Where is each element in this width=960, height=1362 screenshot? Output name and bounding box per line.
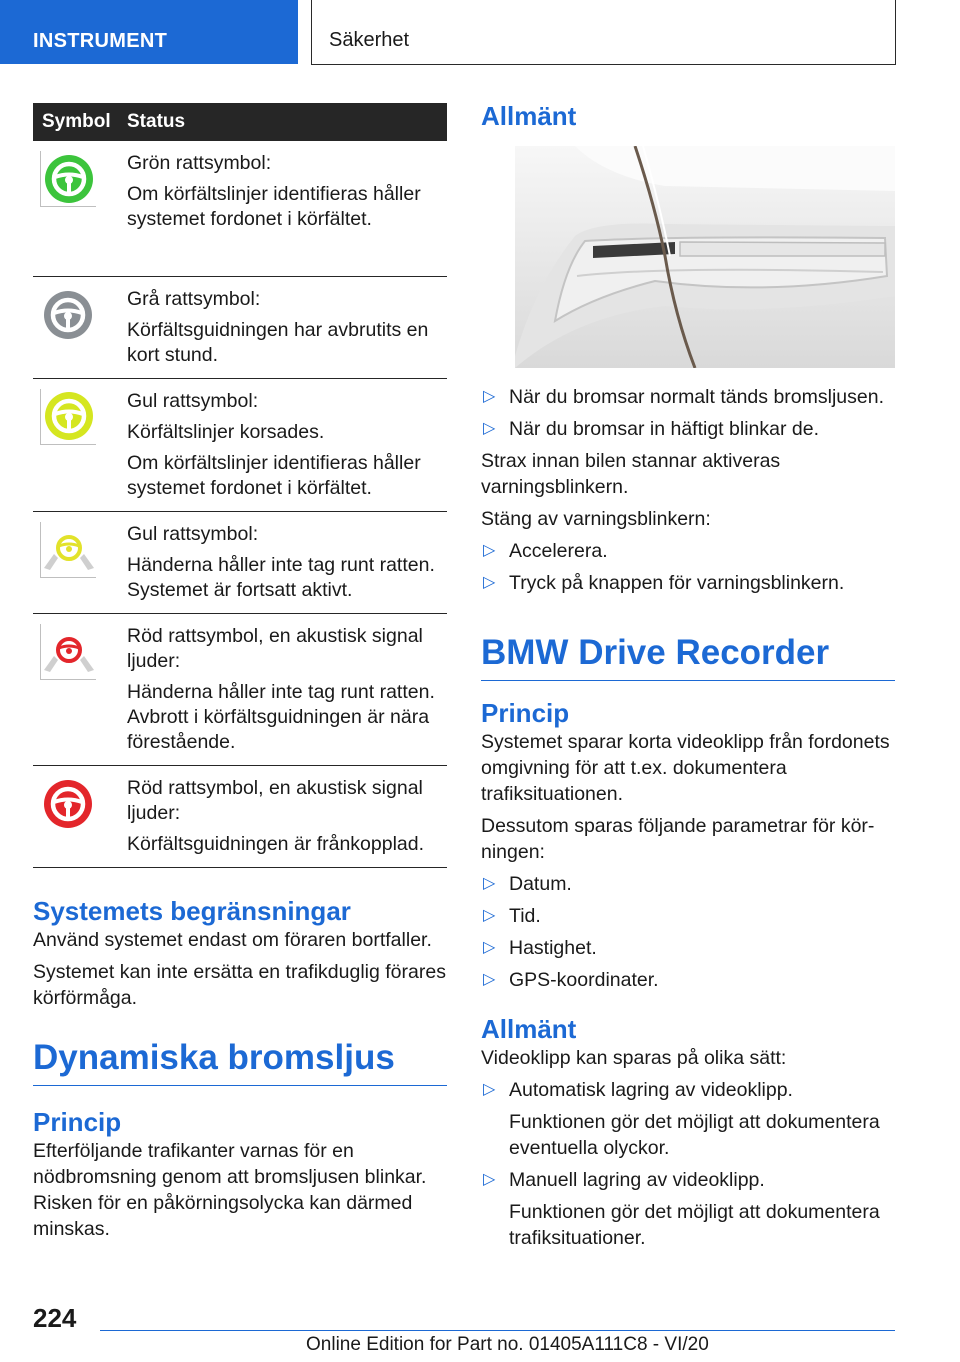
triangle-bullet-icon: ▷ [483, 907, 496, 924]
recorder-principle-heading: Princip [481, 698, 570, 728]
status-line: Grå rattsymbol: [127, 287, 261, 310]
triangle-bullet-icon: ▷ [483, 388, 496, 405]
brake-paragraph: Stäng av varningsblinkern: [481, 508, 711, 530]
col-symbol-header: Symbol [33, 103, 127, 141]
footer-divider [100, 1330, 895, 1331]
triangle-bullet-icon: ▷ [483, 1171, 496, 1188]
brake-general-heading: Allmänt [481, 101, 577, 131]
status-line: Gul rattsymbol: [127, 389, 259, 412]
brake-light-photo [515, 146, 895, 368]
list-item: ▷ Hastighet. [483, 937, 597, 959]
drive-recorder-title: BMW Drive Recorder [481, 632, 895, 681]
status-line: Händerna håller inte tag runt ratten. Avbrott i körfältsguidningen är nära förestående. [127, 680, 435, 753]
right-column [481, 100, 895, 1257]
table-row [33, 511, 447, 613]
triangle-bullet-icon: ▷ [483, 971, 496, 988]
brake-principle-heading: Princip [33, 1106, 122, 1137]
list-item: ▷ Accelerera. [483, 540, 608, 562]
left-column [33, 103, 447, 1248]
brake-paragraph: Strax innan bilen stannar aktiveras varningsblinkern. [481, 450, 781, 498]
list-item: ▷ Tryck på knappen för varningsblinkern. [483, 572, 845, 594]
table-row [33, 276, 447, 378]
table-row [33, 141, 447, 276]
limits-paragraph: Systemet kan inte ersätta en trafikduglig förares körförmåga. [33, 960, 446, 1009]
triangle-bullet-icon: ▷ [483, 875, 496, 892]
recorder-paragraph: Dessutom sparas följande parametrar för körningen: [481, 815, 875, 863]
status-line: Röd rattsymbol, en akustisk signal ljuder: [127, 776, 423, 824]
list-item: ▷ Tid. [483, 905, 541, 927]
red-hands-off-wheel-icon [40, 624, 96, 680]
list-item: ▷ Manuell lagring av videoklipp. Funktionen gör det möjligt att dokumentera trafiksituationer. [481, 1167, 895, 1251]
list-item: ▷ När du bromsar normalt tänds bromsljusen. [483, 386, 884, 408]
status-line: Röd rattsymbol, en akustisk signal ljuder: [127, 624, 423, 672]
yellow-steering-wheel-icon [40, 389, 96, 445]
page-number: 224 [33, 1303, 77, 1333]
col-status-header: Status [127, 103, 447, 141]
recorder-paragraph: Systemet sparar korta videoklipp från fordonets omgivning för att t.ex. dokumentera trafiksituationen. [481, 731, 890, 805]
section-title: INSTRUMENT [33, 30, 168, 52]
recorder-general-heading: Allmänt [481, 1014, 577, 1044]
edition-text: Online Edition for Part no. 01405A111C8 - VI/20 [306, 1334, 709, 1355]
status-line: Om körfältslinjer identifieras håller systemet fordonet i körfältet. [127, 183, 421, 230]
chapter-title: Säkerhet [329, 29, 410, 51]
list-item-detail: Funktionen gör det möjligt att dokumentera trafiksituationer. [509, 1201, 880, 1249]
status-line: Körfältsguidningen är frånkopplad. [127, 832, 425, 855]
status-line: Om körfältslinjer identifieras håller systemet fordonet i körfältet. [127, 451, 421, 499]
symbol-table [33, 103, 447, 868]
red-steering-wheel-icon [40, 776, 96, 832]
list-item: ▷ När du bromsar in häftigt blinkar de. [483, 418, 819, 440]
green-steering-wheel-icon [40, 151, 96, 207]
status-line: Grön rattsymbol: [127, 152, 272, 174]
limits-paragraph: Använd systemet endast om föraren bortfaller. [33, 928, 432, 951]
brake-lights-title: Dynamiska bromsljus [33, 1037, 447, 1086]
status-line: Gul rattsymbol: [127, 522, 259, 545]
yellow-hands-off-wheel-icon [40, 522, 96, 578]
status-line: Körfältsguidningen har avbrutits en kort stund. [127, 318, 429, 366]
chapter-tab [311, 0, 896, 65]
brake-principle-text: Efterföljande trafikanter varnas för en nödbromsning genom att bromsljusen blinkar. Risken för en påkörningsolycka kan därmed minskas. [33, 1139, 427, 1240]
list-item-detail: Funktionen gör det möjligt att dokumentera eventuella olyckor. [509, 1111, 880, 1159]
status-line: Körfältslinjer korsades. [127, 420, 325, 443]
recorder-paragraph: Videoklipp kan sparas på olika sätt: [481, 1047, 787, 1069]
table-row [33, 765, 447, 867]
triangle-bullet-icon: ▷ [483, 939, 496, 956]
status-line: Händerna håller inte tag runt ratten. Systemet är fortsatt aktivt. [127, 553, 435, 601]
triangle-bullet-icon: ▷ [483, 1081, 496, 1098]
list-item: ▷ Automatisk lagring av videoklipp. Funktionen gör det möjligt att dokumentera eventuella olyckor. [481, 1077, 895, 1161]
triangle-bullet-icon: ▷ [483, 542, 496, 559]
table-header-row [33, 103, 447, 141]
section-tab [0, 0, 298, 64]
grey-steering-wheel-icon [40, 287, 96, 343]
limits-heading: Systemets begränsningar [33, 895, 351, 926]
list-item: ▷ Datum. [483, 873, 572, 895]
table-row [33, 378, 447, 511]
table-row [33, 613, 447, 765]
triangle-bullet-icon: ▷ [483, 420, 496, 437]
triangle-bullet-icon: ▷ [483, 574, 496, 591]
list-item: ▷ GPS-koordinater. [483, 969, 659, 991]
